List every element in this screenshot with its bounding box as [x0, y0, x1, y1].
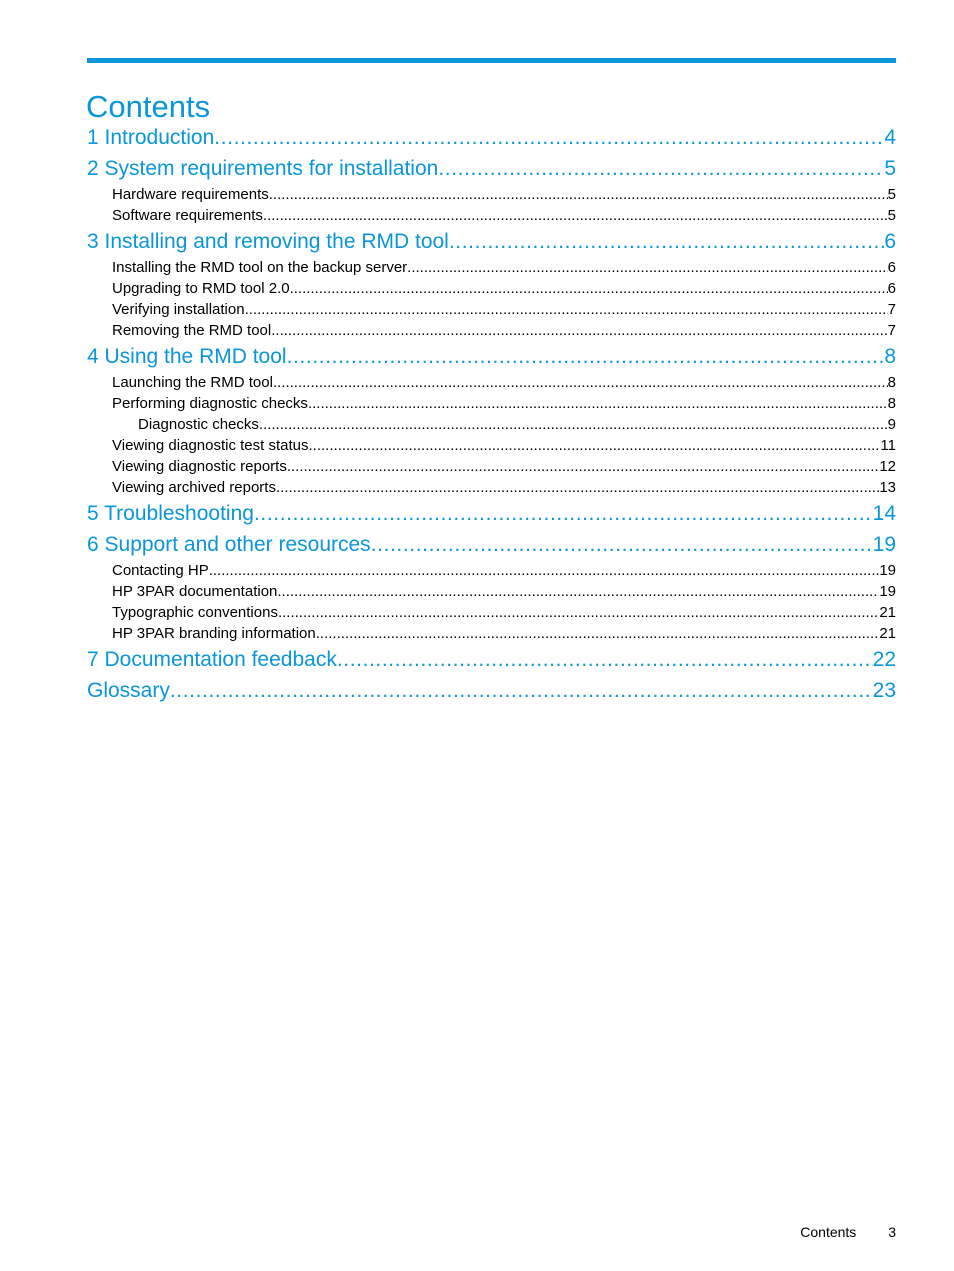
toc-entry-title: Installing the RMD tool on the backup server: [112, 259, 408, 276]
toc-entry-level-1[interactable]: [87, 122, 896, 153]
toc-entry-page-number: 21: [879, 604, 896, 621]
toc-entry-title: 7 Documentation feedback: [87, 648, 337, 671]
toc-entry-page-number: 13: [879, 479, 896, 496]
toc-entry-title: Launching the RMD tool: [112, 374, 273, 391]
toc-dot-leader: [214, 122, 884, 153]
toc-dot-leader: [263, 205, 888, 226]
footer-label: Contents: [800, 1224, 857, 1240]
toc-entry-level-2[interactable]: [87, 435, 896, 456]
toc-entry-page-number: 19: [872, 533, 896, 556]
toc-entry-title: Diagnostic checks: [138, 416, 259, 433]
toc-entry-level-2[interactable]: [87, 560, 896, 581]
toc-entry-level-2[interactable]: [87, 372, 896, 393]
toc-entry-title: 5 Troubleshooting: [87, 502, 254, 525]
toc-dot-leader: [277, 581, 879, 602]
toc-entry-level-2[interactable]: [87, 278, 896, 299]
toc-entry-page-number: 14: [872, 502, 896, 525]
toc-entry-title: Hardware requirements: [112, 186, 269, 203]
toc-dot-leader: [371, 529, 873, 560]
toc-entry-page-number: 5: [884, 157, 896, 180]
toc-entry-page-number: 8: [884, 345, 896, 368]
toc-entry-page-number: 6: [887, 259, 896, 276]
page-title: Contents: [86, 88, 211, 124]
toc-entry-level-2[interactable]: [87, 602, 896, 623]
toc-entry-title: Performing diagnostic checks: [112, 395, 308, 412]
toc-entry-level-2[interactable]: [87, 393, 896, 414]
toc-entry-page-number: 22: [872, 648, 896, 671]
toc-entry-level-2[interactable]: [87, 320, 896, 341]
toc-dot-leader: [309, 435, 881, 456]
toc-dot-leader: [259, 414, 888, 435]
toc-dot-leader: [449, 226, 884, 257]
toc-dot-leader: [254, 498, 873, 529]
table-of-contents: [87, 122, 896, 706]
toc-entry-page-number: 23: [872, 679, 896, 702]
toc-entry-page-number: 5: [887, 207, 896, 224]
toc-entry-page-number: 5: [887, 186, 896, 203]
toc-dot-leader: [287, 341, 885, 372]
toc-entry-page-number: 8: [887, 395, 896, 412]
toc-entry-page-number: 12: [879, 458, 896, 475]
toc-entry-title: HP 3PAR branding information: [112, 625, 316, 642]
toc-dot-leader: [407, 257, 888, 278]
title-rule: [87, 58, 896, 63]
toc-dot-leader: [287, 456, 879, 477]
toc-entry-level-1[interactable]: [87, 153, 896, 184]
toc-dot-leader: [290, 278, 888, 299]
toc-entry-title: Viewing archived reports: [112, 479, 276, 496]
toc-dot-leader: [269, 184, 888, 205]
toc-entry-level-1[interactable]: [87, 226, 896, 257]
toc-dot-leader: [337, 644, 873, 675]
toc-entry-level-1[interactable]: [87, 644, 896, 675]
toc-entry-title: Software requirements: [112, 207, 263, 224]
toc-dot-leader: [271, 320, 887, 341]
toc-entry-title: Upgrading to RMD tool 2.0: [112, 280, 290, 297]
toc-entry-level-1[interactable]: [87, 498, 896, 529]
toc-entry-page-number: 7: [887, 301, 896, 318]
toc-entry-page-number: 8: [887, 374, 896, 391]
toc-entry-title: 4 Using the RMD tool: [87, 345, 287, 368]
toc-entry-level-2[interactable]: [87, 257, 896, 278]
toc-entry-level-1[interactable]: [87, 529, 896, 560]
toc-entry-level-2[interactable]: [87, 205, 896, 226]
footer-page-number: 3: [888, 1224, 896, 1240]
toc-dot-leader: [273, 372, 888, 393]
toc-entry-title: Contacting HP: [112, 562, 209, 579]
toc-entry-title: HP 3PAR documentation: [112, 583, 278, 600]
toc-entry-title: 1 Introduction: [87, 126, 215, 149]
toc-entry-level-2[interactable]: [87, 477, 896, 498]
toc-dot-leader: [209, 560, 880, 581]
toc-entry-page-number: 6: [884, 230, 896, 253]
toc-entry-page-number: 7: [887, 322, 896, 339]
toc-entry-title: 3 Installing and removing the RMD tool: [87, 230, 449, 253]
toc-entry-title: Typographic conventions: [112, 604, 278, 621]
toc-dot-leader: [308, 393, 888, 414]
toc-entry-level-2[interactable]: [87, 299, 896, 320]
toc-entry-page-number: 9: [887, 416, 896, 433]
toc-dot-leader: [316, 623, 880, 644]
toc-entry-page-number: 6: [887, 280, 896, 297]
toc-entry-level-2[interactable]: [87, 456, 896, 477]
toc-entry-title: 2 System requirements for installation: [87, 157, 439, 180]
toc-entry-level-2[interactable]: [87, 623, 896, 644]
toc-dot-leader: [170, 675, 873, 706]
toc-entry-level-2[interactable]: [87, 581, 896, 602]
toc-entry-page-number: 11: [880, 437, 896, 454]
toc-entry-title: Glossary: [87, 679, 170, 702]
toc-entry-page-number: 4: [884, 126, 896, 149]
page-footer: [800, 1222, 896, 1242]
toc-entry-title: Viewing diagnostic test status: [112, 437, 309, 454]
toc-entry-level-3[interactable]: [87, 414, 896, 435]
toc-entry-title: 6 Support and other resources: [87, 533, 371, 556]
toc-entry-page-number: 19: [879, 562, 896, 579]
toc-entry-title: Verifying installation: [112, 301, 245, 318]
toc-entry-page-number: 21: [879, 625, 896, 642]
toc-dot-leader: [245, 299, 888, 320]
toc-entry-level-1[interactable]: [87, 341, 896, 372]
toc-entry-title: Removing the RMD tool: [112, 322, 272, 339]
toc-dot-leader: [276, 477, 879, 498]
toc-dot-leader: [438, 153, 884, 184]
toc-entry-level-1[interactable]: [87, 675, 896, 706]
toc-entry-page-number: 19: [879, 583, 896, 600]
toc-entry-title: Viewing diagnostic reports: [112, 458, 287, 475]
toc-dot-leader: [278, 602, 879, 623]
toc-entry-level-2[interactable]: [87, 184, 896, 205]
